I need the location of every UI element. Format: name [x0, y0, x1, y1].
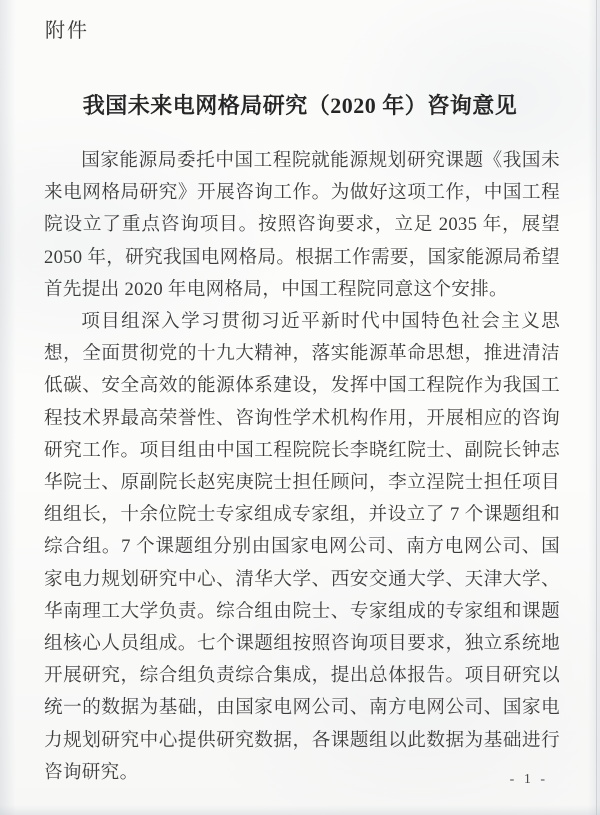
paragraph-1: 国家能源局委托中国工程院就能源规划研究课题《我国未来电网格局研究》开展咨询工作。为做好这项工作，中国工程院设立了重点咨询项目。按照咨询要求，立足 2035 年，展望 2050 年，研究我国电网格局。根据工作需要，国家能源局希望首先提出 2020 年电网格局，中国工程院同意这个安排。	[44, 150, 560, 300]
attachment-label: 附件	[45, 20, 89, 42]
scan-edge-bottom	[0, 805, 600, 815]
document-body	[44, 145, 560, 789]
paragraph-2: 项目组深入学习贯彻习近平新时代中国特色社会主义思想，全面贯彻党的十九大精神，落实能源革命思想，推进清洁低碳、安全高效的能源体系建设，发挥中国工程院作为我国工程技术界最高荣誉性、咨询性学术机构作用，开展相应的咨询研究工作。项目组由中国工程院院长李晓红院士、副院长钟志华院士、原副院长赵宪庚院士担任顾问，李立浧院士担任项目组组长，十余位院士专家组成专家组，并设立了 7 个课题组和综合组。7 个课题组分别由国家电网公司、南方电网公司、国家电力规划研究中心、清华大学、西安交通大学、天津大学、华南理工大学负责。综合组由院士、专家组成的专家组和课题组核心人员组成。七个课题组按照咨询项目要求，独立系统地开展研究，综合组负责综合集成，提出总体报告。项目研究以统一的数据为基础，由国家电网公司、南方电网公司、国家电力规划研究中心提供研究数据，各课题组以此数据为基础进行咨询研究。	[44, 311, 560, 783]
scan-edge-left	[0, 0, 16, 815]
scan-edge-right	[588, 0, 600, 815]
page-number: - 1 -	[509, 772, 548, 787]
document-title: 我国未来电网格局研究（2020 年）咨询意见	[82, 92, 518, 118]
scan-edge-right-line	[596, 0, 597, 815]
